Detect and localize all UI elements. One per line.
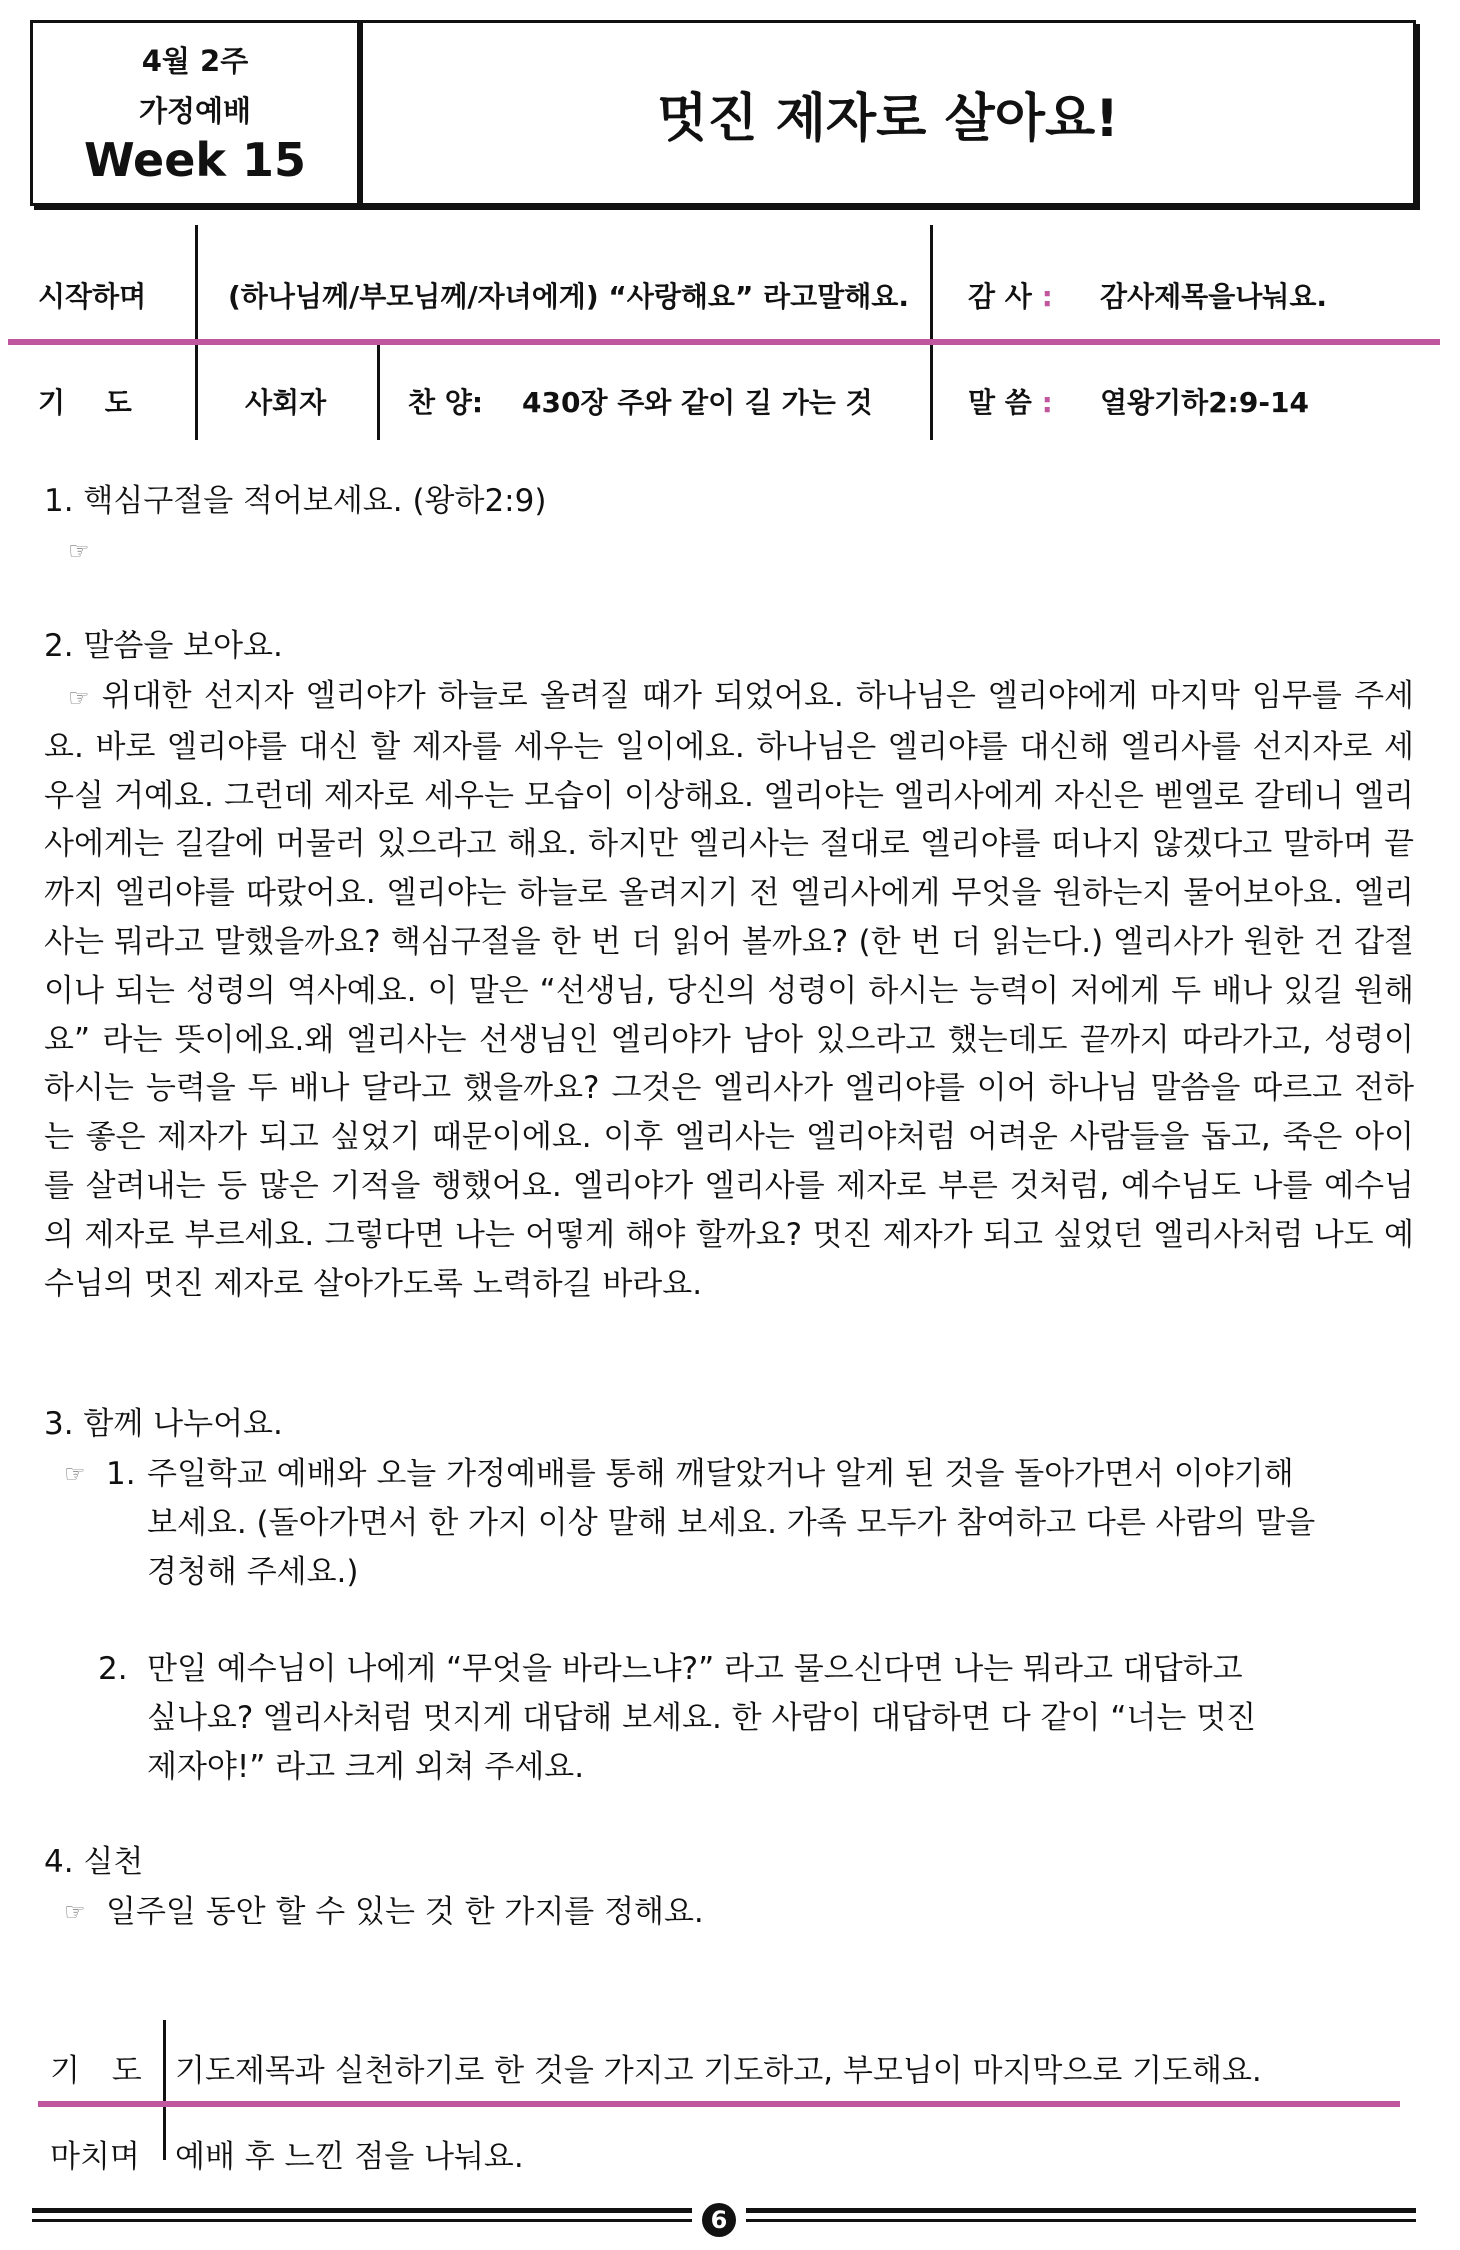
closing-label: 마치며 — [50, 2139, 140, 2175]
section-3-title: 3. 함께 나누어요. — [44, 1406, 283, 1442]
thanks-label: 감 사 : — [968, 280, 1053, 313]
start-text: (하나님께/부모님께/자녀에게) “사랑해요” 라고말해요. — [228, 280, 909, 313]
question-2-number: 2. — [98, 1651, 128, 1687]
pink-divider — [8, 339, 1440, 345]
footer-rule-left — [32, 2208, 692, 2213]
page-title: 멋진 제자로 살아요! — [657, 88, 1119, 149]
hymn-text: 430장 주와 같이 길 가는 것 — [522, 386, 873, 419]
leader-label: 사회자 — [245, 386, 327, 419]
question-1-line: 주일학교 예배와 오늘 가정예배를 통해 깨달았거나 알게 된 것을 돌아가면서 이야기해 — [147, 1456, 1294, 1492]
pink-divider — [38, 2101, 1400, 2107]
start-label: 시작하며 — [38, 280, 147, 313]
question-2-line: 제자야!” 라고 크게 외쳐 주세요. — [147, 1749, 585, 1785]
prayer-label: 기 도 — [38, 386, 132, 419]
divider — [377, 345, 380, 440]
closing-text: 예배 후 느낀 점을 나눠요. — [175, 2139, 524, 2175]
closing-prayer-label: 기 도 — [50, 2053, 142, 2089]
divider — [930, 225, 933, 440]
week-date: 4월 2주 — [141, 44, 249, 78]
service-type: 가정예배 — [138, 94, 252, 128]
section-1-title: 1. 핵심구절을 적어보세요. (왕하2:9) — [44, 483, 547, 519]
question-1-line: 보세요. (돌아가면서 한 가지 이상 말해 보세요. 가족 모두가 참여하고 다른 사람의 말을 — [147, 1505, 1316, 1541]
closing-prayer-text: 기도제목과 실천하기로 한 것을 가지고 기도하고, 부모님이 마지막으로 기도해요. — [175, 2053, 1262, 2089]
question-1-number: 1. — [106, 1456, 136, 1492]
title-box — [360, 20, 1416, 206]
page-number: 6 — [702, 2203, 736, 2237]
pointing-hand-icon: ☞ — [64, 1898, 86, 1926]
scripture-text: 열왕기하2:9-14 — [1100, 386, 1309, 419]
question-2-line: 만일 예수님이 나에게 “무엇을 바라느냐?” 라고 물으신다면 나는 뭐라고 대답하고 — [147, 1651, 1243, 1687]
section-4-body: 일주일 동안 할 수 있는 것 한 가지를 정해요. — [106, 1894, 704, 1930]
pointing-hand-icon: ☞ — [68, 537, 90, 565]
hymn-label: 찬 양: — [408, 386, 484, 419]
question-1-line: 경청해 주세요.) — [147, 1554, 359, 1590]
pointing-hand-icon: ☞ — [64, 1460, 86, 1488]
pointing-hand-icon: ☞ — [68, 684, 90, 712]
footer-rule-right — [746, 2208, 1416, 2213]
footer-rule-right — [746, 2219, 1416, 2222]
section-2-body: ☞ 위대한 선지자 엘리야가 하늘로 올려질 때가 되었어요. 하나님은 엘리야에게 마지막 임무를 주세요. 바로 엘리야를 대신 할 제자를 세우는 일이에요. 하나님은 엘리야를 대신해 엘리사를 선지자로 세우실 거예요. 그런데 제자로 세우는 모습이 이상해요. 엘리야는 엘리사에게 자신은 벧엘로 갈테니 엘리사에게는 길갈에 머물러 있으라고 해요. 하지만 엘리사는 절대로 엘리야를 떠나지 않겠다고 말하며 끝까지 엘리야를 따랐어요. 엘리야는 하늘로 올려지기 전 엘리사에게 무엇을 원하는지 물어보아요. 엘리사는 뭐라고 말했을까요? 핵심구절을 한 번 더 읽어 볼까요? (한 번 더 읽는다.) 엘리사가 원한 건 갑절이나 되는 성령의 역사예요. 이 말은 “선생님, 당신의 성령이 하시는 능력이 저에게 두 배나 있길 원해요” 라는 뜻이에요.왜 엘리사는 선생님인 엘리야가 남아 있으라고 했는데도 끝까지 따라가고, 성령이 하시는 능력을 두 배나 달라고 했을까요? 그것은 엘리사가 엘리야를 이어 하나님 말씀을 따르고 전하는 좋은 제자가 되고 싶었기 때문이에요. 이후 엘리사는 엘리야처럼 어려운 사람들을 돕고, 죽은 아이를 살려내는 등 많은 기적을 행했어요. 엘리야가 엘리사를 제자로 부른 것처럼, 예수님도 나를 예수님의 제자로 부르세요. 그렇다면 나는 어떻게 해야 할까요? 멋진 제자가 되고 싶었던 엘리사처럼 나도 예수님의 멋진 제자로 살아가도록 노력하길 바라요. — [44, 678, 1414, 1302]
divider — [163, 2020, 166, 2160]
divider — [195, 225, 198, 440]
scripture-label: 말 씀 : — [968, 386, 1053, 419]
section-2-title: 2. 말씀을 보아요. — [44, 628, 283, 664]
section-4-title: 4. 실천 — [44, 1844, 144, 1880]
footer-rule-left — [32, 2219, 692, 2222]
week-number: Week 15 — [83, 133, 307, 187]
thanks-text: 감사제목을나눠요. — [1100, 280, 1328, 313]
week-box — [30, 20, 360, 206]
question-2-line: 싶나요? 엘리사처럼 멋지게 대답해 보세요. 한 사람이 대답하면 다 같이 “너는 멋진 — [147, 1700, 1257, 1736]
